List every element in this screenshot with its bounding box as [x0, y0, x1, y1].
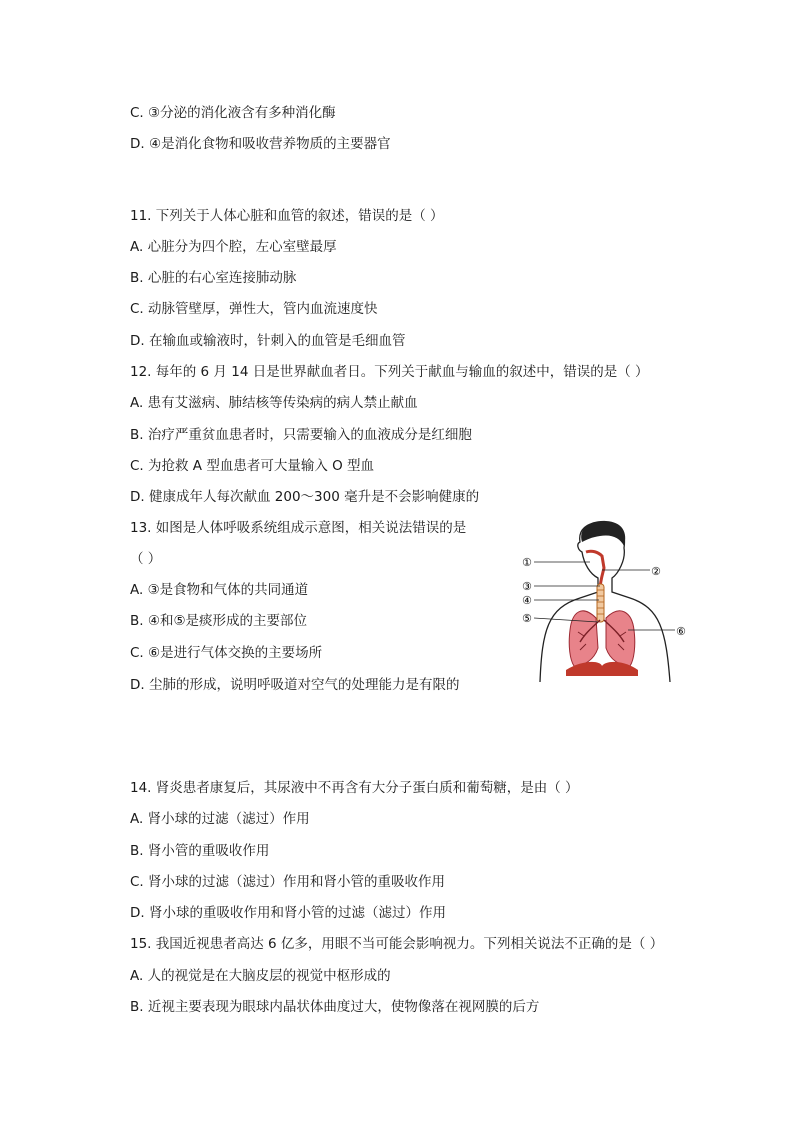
label-1: ① — [522, 556, 532, 569]
q12-option-d: D. 健康成年人每次献血 200～300 毫升是不会影响健康的 — [130, 489, 480, 505]
q14-option-d: D. 肾小球的重吸收作用和肾小管的过滤（滤过）作用 — [130, 905, 446, 921]
q11-stem: 11. 下列关于人体心脏和血管的叙述，错误的是（ ） — [130, 208, 444, 224]
q11-option-a: A. 心脏分为四个腔，左心室壁最厚 — [130, 239, 337, 255]
q10-option-c: C. ③分泌的消化液含有多种消化酶 — [130, 105, 336, 121]
q15-stem: 15. 我国近视患者高达 6 亿多，用眼不当可能会影响视力。下列相关说法不正确的是（ ） — [130, 936, 664, 952]
q14-option-c: C. 肾小球的过滤（滤过）作用和肾小管的重吸收作用 — [130, 874, 446, 890]
label-5: ⑤ — [522, 612, 532, 625]
respiratory-system-figure — [520, 520, 700, 685]
q10-option-d: D. ④是消化食物和吸收营养物质的主要器官 — [130, 136, 391, 152]
q14-stem: 14. 肾炎患者康复后，其尿液中不再含有大分子蛋白质和葡萄糖，是由（ ） — [130, 780, 579, 796]
label-3: ③ — [522, 580, 532, 593]
q11-option-d: D. 在输血或输液时，针刺入的血管是毛细血管 — [130, 333, 406, 349]
q13-option-d: D. 尘肺的形成，说明呼吸道对空气的处理能力是有限的 — [130, 677, 460, 693]
q12-option-b: B. 治疗严重贫血患者时，只需要输入的血液成分是红细胞 — [130, 427, 472, 443]
label-4: ④ — [522, 594, 532, 607]
label-6: ⑥ — [676, 625, 686, 638]
q11-option-b: B. 心脏的右心室连接肺动脉 — [130, 270, 297, 286]
q11-option-c: C. 动脉管壁厚，弹性大，管内血流速度快 — [130, 301, 378, 317]
q13-answer-bracket: （ ） — [130, 551, 162, 567]
q13-stem: 13. 如图是人体呼吸系统组成示意图，相关说法错误的是 — [130, 520, 467, 536]
q13-option-c: C. ⑥是进行气体交换的主要场所 — [130, 645, 323, 661]
q13-option-a: A. ③是食物和气体的共同通道 — [130, 582, 309, 598]
body-outline — [540, 522, 670, 682]
q13-option-b: B. ④和⑤是痰形成的主要部位 — [130, 613, 308, 629]
q12-stem: 12. 每年的 6 月 14 日是世界献血者日。下列关于献血与输血的叙述中，错误的是（ ） — [130, 364, 649, 380]
q12-option-a: A. 患有艾滋病、肺结核等传染病的病人禁止献血 — [130, 395, 418, 411]
q15-option-a: A. 人的视觉是在大脑皮层的视觉中枢形成的 — [130, 968, 391, 984]
q15-option-b: B. 近视主要表现为眼球内晶状体曲度过大，使物像落在视网膜的后方 — [130, 999, 540, 1015]
q14-option-b: B. 肾小管的重吸收作用 — [130, 843, 270, 859]
q14-option-a: A. 肾小球的过滤（滤过）作用 — [130, 811, 310, 827]
q12-option-c: C. 为抢救 A 型血患者可大量输入 O 型血 — [130, 458, 375, 474]
label-2: ② — [651, 565, 661, 578]
